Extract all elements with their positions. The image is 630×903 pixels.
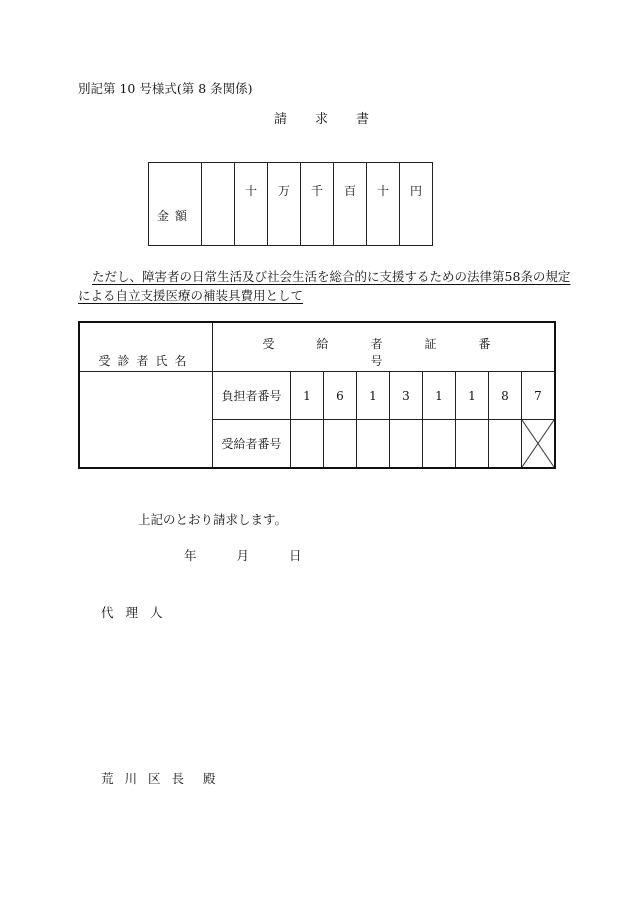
addressee bbox=[101, 769, 227, 787]
amount-digit-cell[interactable]: 十 bbox=[367, 163, 400, 246]
amount-label: 金額 bbox=[156, 209, 193, 223]
recipient-digit[interactable] bbox=[357, 420, 390, 469]
burden-digit[interactable]: 8 bbox=[489, 372, 522, 420]
document-title: 請求書 bbox=[274, 112, 398, 127]
burden-digit[interactable]: 6 bbox=[324, 372, 357, 420]
recipient-digit[interactable] bbox=[390, 420, 423, 469]
burden-digit[interactable]: 1 bbox=[357, 372, 390, 420]
burden-digit[interactable]: 1 bbox=[456, 372, 489, 420]
amount-digit-cell[interactable]: 千 bbox=[301, 163, 334, 246]
addressee-name: 荒川区長 bbox=[101, 771, 196, 786]
recipient-digit[interactable] bbox=[291, 420, 324, 469]
purpose-note-line2: による自立支援医療の補装具費用として bbox=[78, 288, 304, 303]
burden-digit[interactable]: 3 bbox=[390, 372, 423, 420]
amount-table bbox=[148, 162, 433, 246]
recipient-digit[interactable] bbox=[489, 420, 522, 469]
recipient-digit[interactable] bbox=[456, 420, 489, 469]
crossed-out-cell bbox=[522, 420, 556, 469]
agent-label: 代理人 bbox=[101, 605, 175, 620]
recipient-digit[interactable] bbox=[324, 420, 357, 469]
certificate-number-header: 受給者証番号 bbox=[213, 322, 556, 372]
recipient-table bbox=[78, 321, 556, 469]
amount-digit-cell[interactable]: 百 bbox=[334, 163, 367, 246]
recipient-number-label: 受給者番号 bbox=[213, 420, 291, 469]
amount-digit-cell[interactable]: 十 bbox=[235, 163, 268, 246]
amount-label-cell bbox=[149, 163, 202, 246]
amount-digit-cell[interactable]: 円 bbox=[400, 163, 433, 246]
patient-name-header: 受診者氏名 bbox=[79, 322, 213, 372]
burden-digit[interactable]: 7 bbox=[522, 372, 556, 420]
addressee-honorific: 殿 bbox=[203, 771, 227, 786]
year-label: 年 bbox=[184, 548, 197, 563]
burden-digit[interactable]: 1 bbox=[423, 372, 456, 420]
amount-digit-cell[interactable] bbox=[202, 163, 235, 246]
recipient-digit[interactable] bbox=[423, 420, 456, 469]
form-number-label: 別記第 10 号様式(第 8 条関係) bbox=[78, 81, 253, 96]
request-statement: 上記のとおり請求します。 bbox=[138, 512, 288, 527]
burden-digit[interactable]: 1 bbox=[291, 372, 324, 420]
month-label: 月 bbox=[236, 548, 250, 563]
cross-mark-icon bbox=[522, 420, 554, 467]
day-label: 日 bbox=[289, 548, 302, 563]
purpose-note-line1: ただし、障害者の日常生活及び社会生活を総合的に支援するための法律第58条の規定 bbox=[92, 269, 571, 284]
amount-digit-cell[interactable]: 万 bbox=[268, 163, 301, 246]
patient-name-field[interactable] bbox=[79, 372, 213, 469]
date-line bbox=[184, 546, 302, 564]
burden-number-label: 負担者番号 bbox=[213, 372, 291, 420]
